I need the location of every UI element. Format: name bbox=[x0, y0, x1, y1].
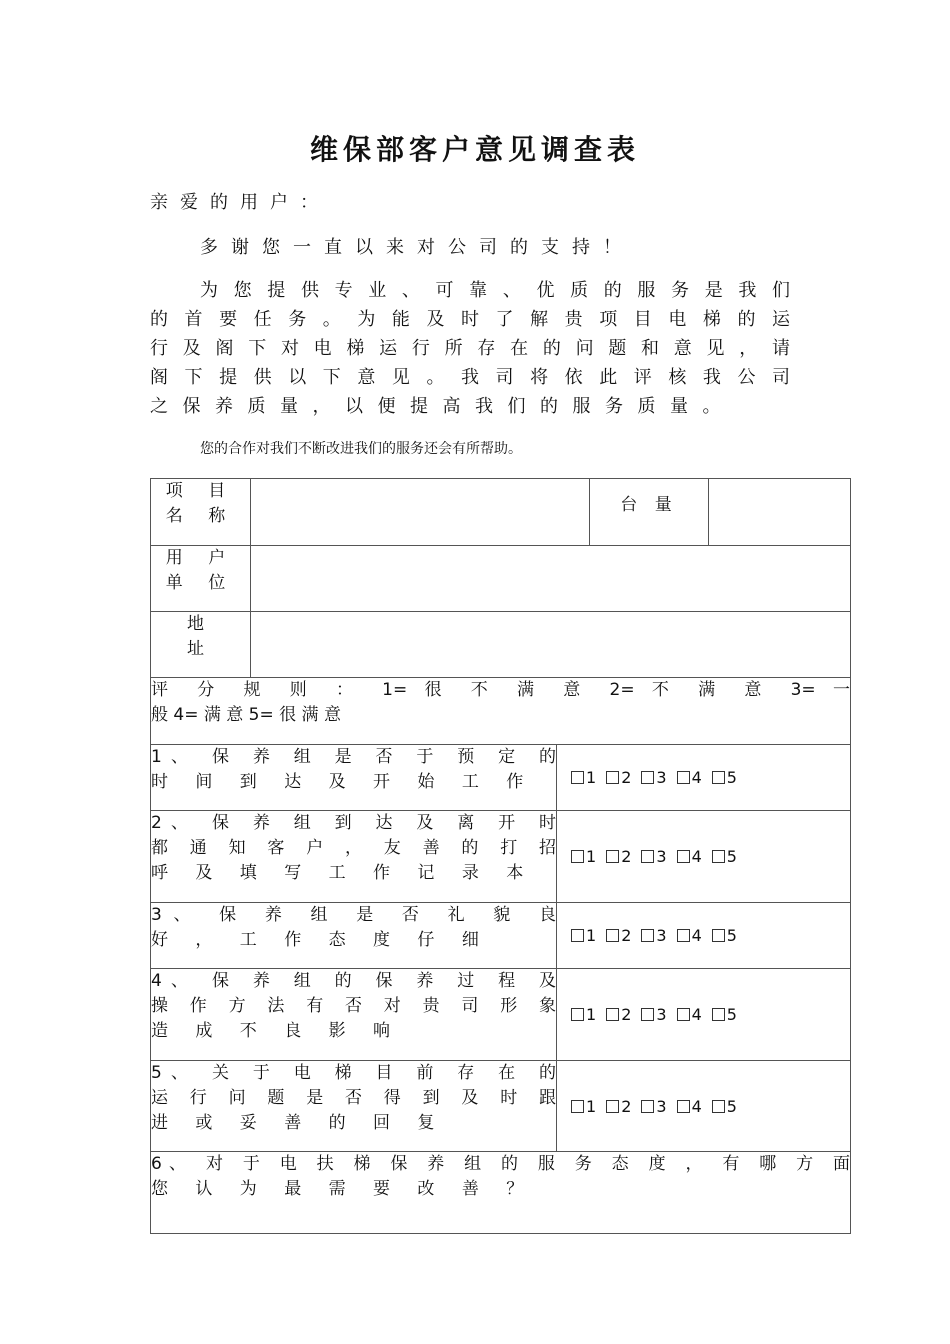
rating-option[interactable]: 4 bbox=[677, 1097, 702, 1116]
rating-options bbox=[557, 1061, 851, 1152]
rating-option[interactable]: 3 bbox=[641, 926, 666, 945]
survey-form-table bbox=[150, 478, 851, 1234]
checkbox-icon[interactable] bbox=[712, 1008, 725, 1021]
rating-option[interactable]: 1 bbox=[571, 768, 596, 787]
rating-rules: 评 分 规 则 ： 1= 很 不 满 意 2= 不 满 意 3= 一 般 4= 满 意 5= 很 满 意 bbox=[151, 678, 851, 745]
checkbox-icon[interactable] bbox=[606, 1008, 619, 1021]
units-label: 台 量 bbox=[590, 479, 709, 546]
question-row bbox=[151, 1061, 851, 1152]
intro-line: 为您提供专业、可靠、优质的服务是我们 bbox=[200, 280, 790, 301]
checkbox-icon[interactable] bbox=[571, 929, 584, 942]
checkbox-icon[interactable] bbox=[712, 771, 725, 784]
checkbox-icon[interactable] bbox=[641, 771, 654, 784]
question-row bbox=[151, 745, 851, 811]
address-field[interactable] bbox=[251, 612, 851, 678]
thanks-text: 多谢您一直以来对公司的支持！ bbox=[200, 237, 634, 258]
rating-option[interactable]: 5 bbox=[712, 926, 737, 945]
checkbox-icon[interactable] bbox=[606, 1100, 619, 1113]
checkbox-icon[interactable] bbox=[641, 1008, 654, 1021]
question-row bbox=[151, 811, 851, 903]
checkbox-icon[interactable] bbox=[571, 1100, 584, 1113]
rating-option[interactable]: 3 bbox=[641, 1005, 666, 1024]
checkbox-icon[interactable] bbox=[606, 850, 619, 863]
question-text: 2、 保 养 组 到 达 及 离 开 时 都 通 知 客 户 ， 友 善 的 打 招 呼 及 填 写 工 作 记 录 本 bbox=[151, 811, 557, 903]
checkbox-icon[interactable] bbox=[641, 1100, 654, 1113]
rating-option[interactable]: 2 bbox=[606, 1097, 631, 1116]
intro-paragraph bbox=[150, 276, 790, 421]
intro-line: 行及阁下对电梯运行所存在的问题和意见，请 bbox=[150, 338, 790, 359]
checkbox-icon[interactable] bbox=[606, 929, 619, 942]
rating-options bbox=[557, 745, 851, 811]
rating-option[interactable]: 2 bbox=[606, 1005, 631, 1024]
checkbox-icon[interactable] bbox=[641, 850, 654, 863]
rating-option[interactable]: 3 bbox=[641, 847, 666, 866]
cooperation-note: 您的合作对我们不断改进我们的服务还会有所帮助。 bbox=[200, 441, 522, 457]
rating-option[interactable]: 4 bbox=[677, 926, 702, 945]
rating-options bbox=[557, 903, 851, 969]
question-text: 1、 保 养 组 是 否 于 预 定 的 时 间 到 达 及 开 始 工 作 bbox=[151, 745, 557, 811]
rating-option[interactable]: 1 bbox=[571, 1005, 596, 1024]
project-name-field[interactable] bbox=[251, 479, 590, 546]
checkbox-icon[interactable] bbox=[677, 1100, 690, 1113]
question-row bbox=[151, 903, 851, 969]
rating-option[interactable]: 2 bbox=[606, 847, 631, 866]
question-text: 5、 关 于 电 梯 目 前 存 在 的 运 行 问 题 是 否 得 到 及 时 跟 进 或 妥 善 的 回 复 bbox=[151, 1061, 557, 1152]
client-unit-label: 用 户 单 位 bbox=[151, 546, 251, 612]
checkbox-icon[interactable] bbox=[677, 850, 690, 863]
question-text: 3、 保 养 组 是 否 礼 貌 良 好 ， 工 作 态 度 仔 细 bbox=[151, 903, 557, 969]
rating-option[interactable]: 5 bbox=[712, 768, 737, 787]
rating-option[interactable]: 4 bbox=[677, 1005, 702, 1024]
intro-line: 阁下提供以下意见。我司将依此评核我公司 bbox=[150, 367, 790, 388]
checkbox-icon[interactable] bbox=[571, 771, 584, 784]
rating-option[interactable]: 4 bbox=[677, 768, 702, 787]
question-text: 4、 保 养 组 的 保 养 过 程 及 操 作 方 法 有 否 对 贵 司 形 象 造 成 不 良 影 响 bbox=[151, 969, 557, 1061]
checkbox-icon[interactable] bbox=[571, 850, 584, 863]
client-unit-field[interactable] bbox=[251, 546, 851, 612]
page-title: 维保部客户意见调查表 bbox=[309, 133, 640, 166]
rating-option[interactable]: 5 bbox=[712, 1097, 737, 1116]
checkbox-icon[interactable] bbox=[571, 1008, 584, 1021]
rating-option[interactable]: 1 bbox=[571, 1097, 596, 1116]
rating-option[interactable]: 1 bbox=[571, 926, 596, 945]
rating-option[interactable]: 3 bbox=[641, 768, 666, 787]
rating-option[interactable]: 2 bbox=[606, 768, 631, 787]
checkbox-icon[interactable] bbox=[677, 929, 690, 942]
checkbox-icon[interactable] bbox=[712, 1100, 725, 1113]
intro-line: 的首要任务。为能及时了解贵项目电梯的运 bbox=[150, 309, 790, 330]
rating-option[interactable]: 5 bbox=[712, 1005, 737, 1024]
checkbox-icon[interactable] bbox=[712, 850, 725, 863]
rating-option[interactable]: 5 bbox=[712, 847, 737, 866]
checkbox-icon[interactable] bbox=[677, 771, 690, 784]
intro-line: 之保养质量，以便提高我们的服务质量。 bbox=[150, 396, 735, 417]
address-label: 地 址 bbox=[151, 612, 251, 678]
project-name-label: 项 目 名 称 bbox=[151, 479, 251, 546]
checkbox-icon[interactable] bbox=[712, 929, 725, 942]
checkbox-icon[interactable] bbox=[677, 1008, 690, 1021]
rating-options bbox=[557, 811, 851, 903]
rating-option[interactable]: 4 bbox=[677, 847, 702, 866]
improvement-question[interactable]: 6、 对 于 电 扶 梯 保 养 组 的 服 务 态 度 ， 有 哪 方 面 您 认 为 最 需 要 改 善 ？ bbox=[151, 1152, 851, 1234]
checkbox-icon[interactable] bbox=[606, 771, 619, 784]
rating-options bbox=[557, 969, 851, 1061]
checkbox-icon[interactable] bbox=[641, 929, 654, 942]
rating-option[interactable]: 1 bbox=[571, 847, 596, 866]
question-row bbox=[151, 969, 851, 1061]
greeting: 亲爱的用户： bbox=[150, 192, 330, 213]
rating-option[interactable]: 3 bbox=[641, 1097, 666, 1116]
rating-option[interactable]: 2 bbox=[606, 926, 631, 945]
units-field[interactable] bbox=[709, 479, 851, 546]
